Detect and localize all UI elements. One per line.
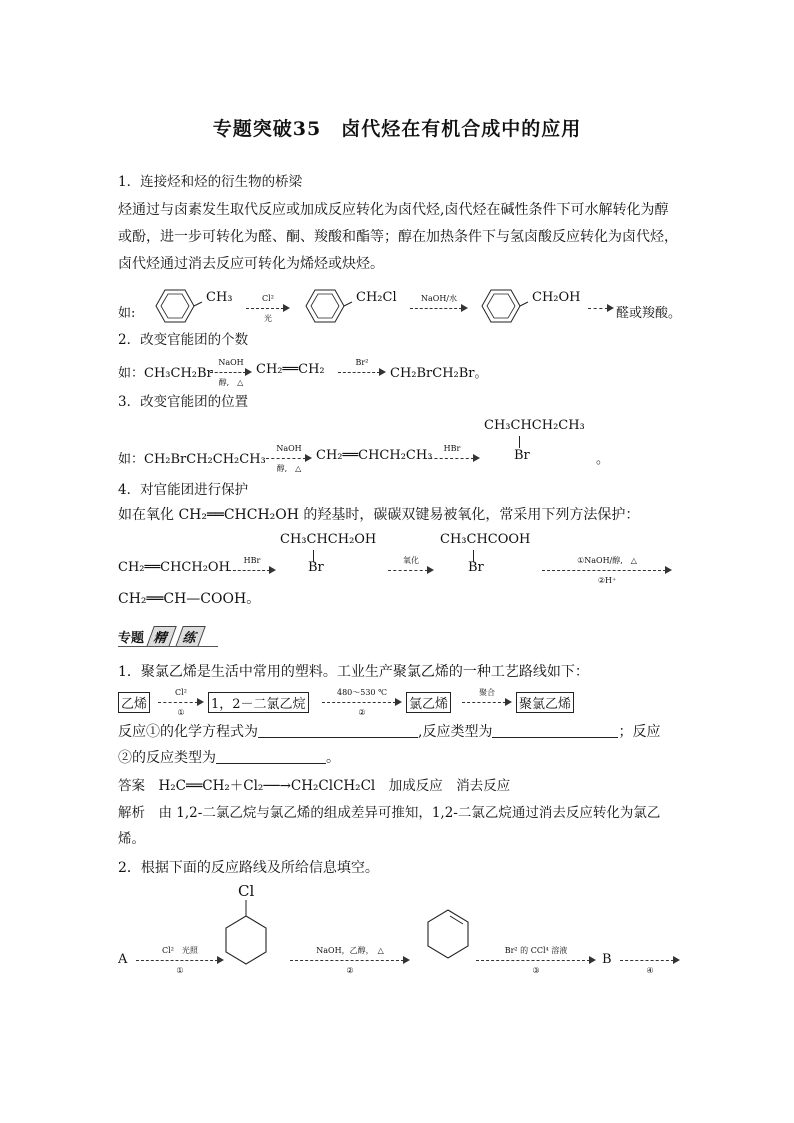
question-1-blank-line-2	[118, 746, 678, 770]
arrow-label-top: Cl²	[175, 688, 187, 697]
arrow-label-top: Cl² 光照	[162, 946, 198, 955]
section-4-final: CH₂══CH—COOH。	[118, 591, 261, 607]
prompt-reaction-2: ；反应	[618, 724, 661, 740]
practice-badge	[118, 626, 203, 646]
product-bromine: Br	[514, 448, 530, 463]
arrow-deprotection	[542, 556, 672, 590]
arrow-hbr-addition	[424, 444, 480, 478]
hydroxymethyl-group: CH₂OH	[532, 290, 581, 305]
arrow-label-bottom: ②H⁺	[597, 576, 617, 585]
badge-underline	[118, 646, 218, 647]
example-end: 。	[596, 452, 610, 467]
ethylene: CH₂══CH₂	[256, 362, 325, 377]
analysis-label: 解析	[118, 805, 145, 821]
blank-reaction-type-1[interactable]	[492, 721, 618, 738]
arrow-label-top: NaOH/水	[421, 294, 457, 303]
arrow-label-top: Cl²	[262, 294, 274, 303]
section-4-scheme	[118, 528, 688, 584]
arrow-label-top: NaOH	[218, 358, 244, 367]
starting-material: CH₂══CHCH₂OH	[118, 560, 230, 575]
intermediate-2-chain: CH₃CHCOOH	[440, 532, 531, 547]
arrow-label-bottom: ②	[358, 708, 366, 717]
arrow-label-top: ①NaOH/醇, △	[577, 556, 637, 565]
arrow-label-bottom: 醇, △	[218, 378, 244, 387]
question-1-stem: 1．聚氯乙烯是生活中常用的塑料。工业生产聚氯乙烯的一种工艺路线如下：	[118, 664, 589, 680]
butene: CH₂══CHCH₂CH₃	[316, 448, 433, 463]
arrow-elimination	[266, 444, 312, 478]
methyl-group: CH₃	[206, 290, 233, 305]
compound-b: B	[602, 952, 612, 967]
page-title: 专题突破35 卤代烃在有机合成中的应用	[212, 118, 582, 140]
blank-equation[interactable]	[258, 721, 418, 738]
arrow-label-top: HBr	[243, 556, 261, 565]
analysis-text-1: 由 1,2-二氯乙烷与氯乙烯的组成差异可推知，1,2-二氯乙烷通过消去反应转化为氯乙	[158, 805, 661, 821]
prompt-reaction-type-2: ②的反应类型为	[118, 750, 216, 766]
question-1-analysis-cont: 烯。	[118, 831, 145, 847]
arrow-label-top: NaOH，乙醇， △	[316, 946, 384, 955]
box-vinyl-chloride: 氯乙烯	[406, 692, 451, 713]
box-pvc: 聚氯乙烯	[516, 692, 574, 713]
dibromoethane: CH₂BrCH₂Br。	[390, 366, 488, 381]
arrow-label-bottom: 光	[264, 314, 272, 323]
intermediate-1-chain: CH₃CHCH₂OH	[280, 532, 377, 547]
arrow-chlorination	[246, 294, 290, 328]
section-4-intro: 如在氧化 CH₂══CHCH₂OH 的羟基时，碳碳双键易被氧化，常采用下列方法保护：	[118, 507, 640, 523]
bond-line	[519, 436, 520, 448]
arrow-step-1	[158, 688, 204, 722]
cyclohexene-ring	[426, 906, 476, 976]
benzene-ring-1	[144, 286, 204, 326]
arrow-label-bottom: ③	[532, 966, 540, 975]
prompt-reaction-type: ,反应类型为	[418, 724, 493, 740]
example-tail: 醛或羧酸。	[616, 306, 682, 321]
section-1-para-line-2: 或酚，进一步可转化为醛、酮、羧酸和酯等；醇在加热条件下与氢卤酸反应转化为卤代烃，	[118, 229, 678, 245]
answer-text: H₂C══CH₂＋Cl₂──→CH₂ClCH₂Cl 加成反应 消去反应	[158, 778, 511, 794]
section-2-example	[118, 352, 688, 386]
arrow-step-2	[290, 946, 410, 980]
intermediate-1-bromine: Br	[308, 560, 324, 575]
chlorocyclohexane-ring	[224, 898, 274, 978]
benzene-ring-2	[294, 286, 354, 326]
arrow-label-top: HBr	[443, 444, 461, 453]
arrow-label-top: 480～530 ℃	[336, 688, 388, 697]
question-1-answer	[118, 774, 678, 798]
badge-diamond-1: 精	[146, 626, 177, 647]
arrow-label-top: Br² 的 CCl⁴ 溶液	[504, 946, 568, 955]
sentence-end: 。	[326, 750, 340, 766]
arrow-step-4	[620, 946, 680, 980]
blank-reaction-type-2[interactable]	[216, 747, 326, 764]
arrow-polymerization	[462, 688, 512, 722]
arrow-label-bottom: ④	[646, 966, 654, 975]
arrow-label-bottom: ②	[346, 966, 354, 975]
intermediate-2-bromine: Br	[468, 560, 484, 575]
arrow-label-top: 聚合	[479, 688, 495, 697]
section-2-heading: 2．改变官能团的个数	[118, 332, 249, 348]
badge-diamond-2: 练	[175, 626, 206, 647]
arrow-label-top: 氧化	[403, 556, 419, 565]
box-dichloroethane: 1，2－二氯乙烷	[208, 692, 309, 713]
section-1-para-line-3: 卤代烃通过消去反应可转化为烯烃或炔烃。	[118, 256, 384, 272]
question-2-route	[118, 882, 688, 982]
arrow-oxidation	[588, 294, 614, 328]
arrow-label-top: Br²	[355, 358, 369, 367]
arrow-label-bottom: ①	[177, 708, 185, 717]
section-1-heading: 1．连接烃和烃的衍生物的桥梁	[118, 174, 303, 190]
arrow-step-1	[136, 946, 224, 980]
section-4-heading: 4．对官能团进行保护	[118, 482, 249, 498]
arrow-label-bottom: 醇, △	[276, 464, 302, 473]
prompt-equation: 反应①的化学方程式为	[118, 724, 258, 740]
compound-a: A	[118, 952, 128, 967]
arrow-hydrolysis	[410, 294, 468, 328]
arrow-oxidation	[388, 556, 434, 590]
badge-left: 专题	[118, 631, 145, 646]
benzene-ring-3	[470, 286, 530, 326]
example-prefix: 如：CH₂BrCH₂CH₂CH₃	[118, 452, 266, 467]
arrow-elimination	[210, 358, 252, 392]
example-prefix: 如：CH₃CH₂Br	[118, 366, 213, 381]
question-2-stem: 2．根据下面的反应路线及所给信息填空。	[118, 860, 379, 876]
arrow-step-3	[476, 946, 596, 980]
chlorine-label: Cl	[238, 882, 255, 900]
arrow-label-bottom: ①	[176, 966, 184, 975]
arrow-step-2	[322, 688, 402, 722]
question-1-blank-line-1	[118, 720, 678, 744]
section-3-example	[118, 414, 688, 473]
arrow-label-top: NaOH	[276, 444, 302, 453]
arrow-bromination	[338, 358, 386, 392]
chloromethyl-group: CH₂Cl	[356, 290, 397, 305]
question-1-route	[118, 684, 688, 718]
product-main-chain: CH₃CHCH₂CH₃	[484, 418, 585, 433]
section-3-heading: 3．改变官能团的位置	[118, 394, 249, 410]
answer-label: 答案	[118, 778, 145, 794]
box-ethylene: 乙烯	[118, 692, 150, 713]
question-1-analysis	[118, 801, 678, 825]
section-1-para-line-1: 烃通过与卤素发生取代反应或加成反应转化为卤代烃,卤代烃在碱性条件下可水解转化为醇	[118, 202, 669, 218]
arrow-hbr-protection	[228, 556, 276, 590]
example-prefix: 如:	[118, 306, 136, 321]
